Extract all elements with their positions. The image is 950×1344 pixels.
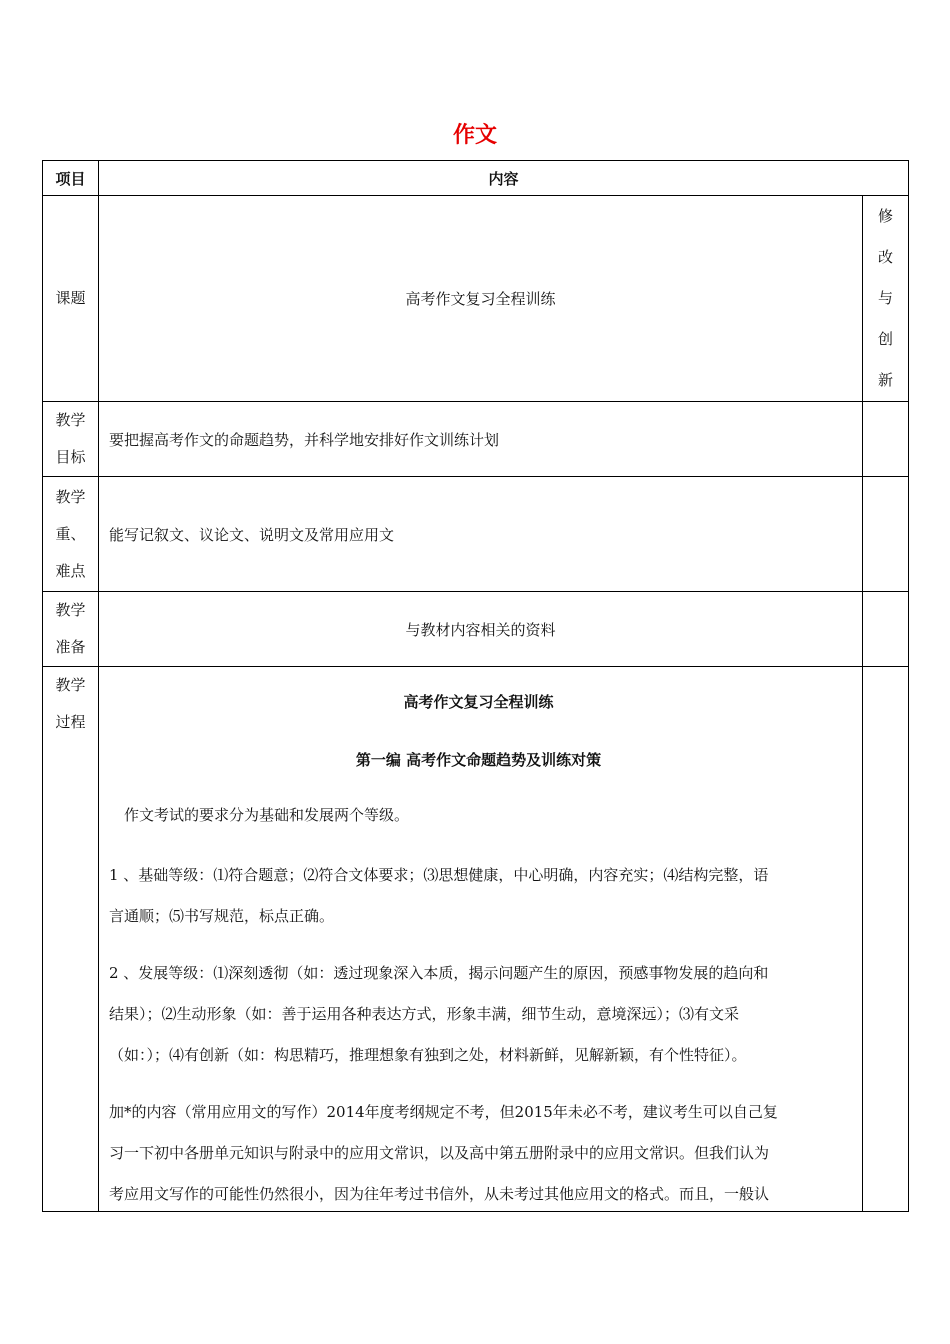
- goal-label-line: 目标: [55, 448, 86, 466]
- note-paragraph-line: 加*的内容（常用应用文的写作）2014年度考纲规定不考，但2015年未必不考，建议考生可以自己复: [109, 1103, 778, 1121]
- process-label: [43, 667, 99, 1212]
- note-char: 修: [878, 207, 894, 225]
- prep-note: [863, 592, 909, 667]
- prep-label-line: 准备: [55, 638, 86, 656]
- row-focus: [43, 477, 909, 592]
- header-row: [43, 161, 909, 196]
- advanced-level-line: 结果）；⑵生动形象（如：善于运用各种表达方式，形象丰满，细节生动，意境深远）；⑶有文采: [109, 1005, 740, 1023]
- process-heading: 高考作文复习全程训练: [403, 693, 554, 711]
- focus-label-line: 教学: [55, 487, 86, 506]
- revision-note-cell: [863, 196, 909, 402]
- note-char: 改: [878, 248, 894, 266]
- focus-label: [43, 477, 99, 592]
- header-content: 内容: [99, 161, 909, 196]
- topic-label: 课题: [43, 196, 99, 402]
- header-item: 项目: [43, 161, 99, 196]
- advanced-level-line: （如：）；⑷有创新（如：构思精巧，推理想象有独到之处，材料新鲜，见解新颖，有个性特征）。: [109, 1046, 747, 1064]
- basic-level-line: 言通顺；⑸书写规范，标点正确。: [109, 907, 335, 925]
- document-title: 作文: [452, 123, 497, 148]
- goal-content: 要把握高考作文的命题趋势，并科学地安排好作文训练计划: [99, 402, 863, 477]
- goal-note: [863, 402, 909, 477]
- row-goal: [43, 402, 909, 477]
- note-char: 创: [878, 330, 894, 348]
- topic-content: 高考作文复习全程训练: [99, 196, 863, 402]
- focus-note: [863, 477, 909, 592]
- note-paragraph-line: 考应用文写作的可能性仍然很小，因为往年考过书信外，从未考过其他应用文的格式。而且，一般认: [109, 1185, 770, 1203]
- process-note: [863, 667, 909, 1212]
- process-subheading: 第一编 高考作文命题趋势及训练对策: [355, 751, 602, 769]
- basic-level-line: 1 、基础等级：⑴符合题意；⑵符合文体要求；⑶思想健康，中心明确，内容充实；⑷结构完整，语: [109, 866, 769, 884]
- advanced-level-line: 2 、发展等级：⑴深刻透彻（如：透过现象深入本质，揭示问题产生的原因，预感事物发展的趋向和: [109, 964, 769, 982]
- process-label-line: 教学: [55, 676, 86, 694]
- focus-label-line: 重、: [55, 524, 86, 543]
- goal-label: [43, 402, 99, 477]
- focus-content: 能写记叙文、议论文、说明文及常用应用文: [99, 477, 863, 592]
- process-content: [99, 667, 863, 1212]
- process-label-line: 过程: [55, 713, 86, 731]
- row-prep: [43, 592, 909, 667]
- note-char: 新: [878, 371, 894, 389]
- intro-paragraph: 作文考试的要求分为基础和发展两个等级。: [124, 806, 410, 824]
- note-char: 与: [878, 289, 894, 307]
- focus-label-line: 难点: [55, 561, 86, 580]
- row-process: [43, 667, 909, 1212]
- goal-label-line: 教学: [55, 411, 86, 429]
- prep-label-line: 教学: [55, 601, 86, 619]
- lesson-plan-table: [42, 160, 909, 1212]
- row-topic: [43, 196, 909, 402]
- prep-label: [43, 592, 99, 667]
- note-paragraph-line: 习一下初中各册单元知识与附录中的应用文常识，以及高中第五册附录中的应用文常识。但我们认为: [109, 1144, 770, 1162]
- prep-content: 与教材内容相关的资料: [99, 592, 863, 667]
